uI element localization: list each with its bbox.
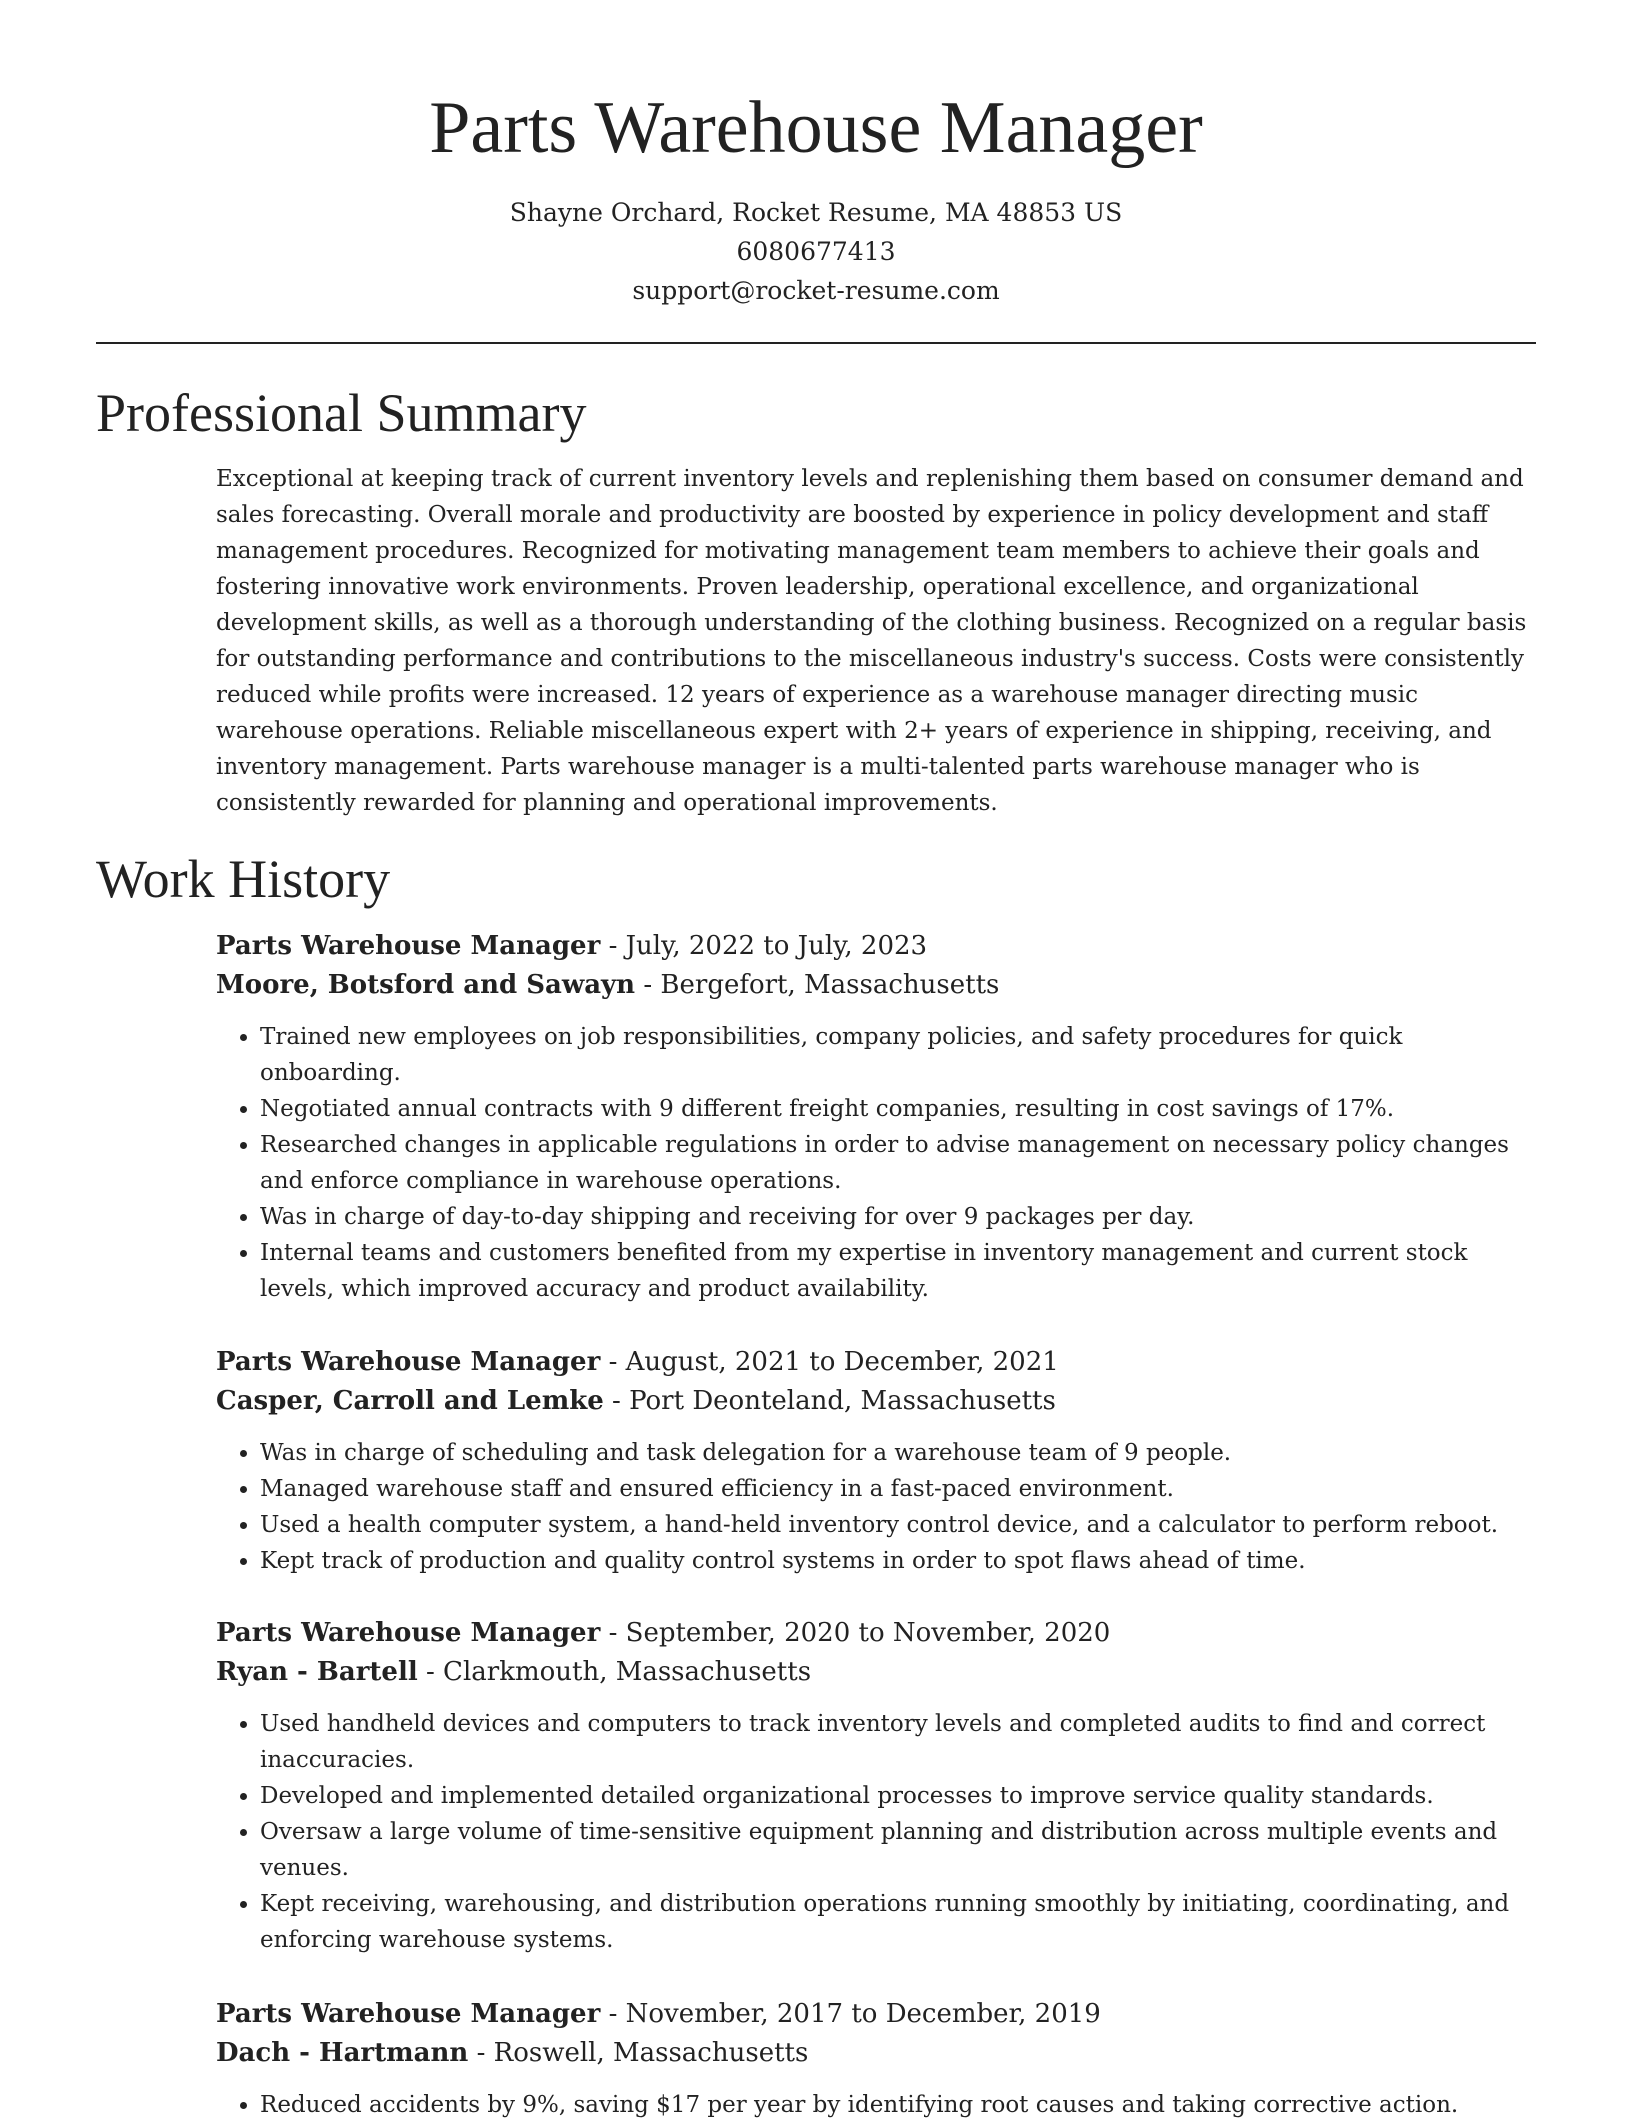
job-bullet: • Used a health computer system, a hand-held inventory control device, and a calculator to perform reboot.: [260, 1507, 1534, 1543]
job-entry: [216, 1995, 1534, 2123]
job-title-line: [216, 1995, 1534, 2034]
job-company-line: [216, 966, 1534, 1005]
job-bullet: • Oversaw a large volume of time-sensitive equipment planning and distribution across multiple events and venues.: [260, 1814, 1534, 1886]
resume-title: Parts Warehouse Manager: [429, 87, 1203, 169]
job-location: - Clarkmouth, Massachusetts: [417, 1657, 812, 1687]
job-company: Dach - Hartmann: [216, 2038, 469, 2068]
job-title: Parts Warehouse Manager: [216, 1347, 601, 1377]
job-dates: - September, 2020 to November, 2020: [600, 1618, 1111, 1648]
job-company-line: [216, 1382, 1534, 1421]
job-entry: [216, 927, 1534, 1307]
job-entry: [216, 1343, 1534, 1579]
job-location: - Roswell, Massachusetts: [468, 2038, 809, 2068]
job-bullets: [216, 1019, 1534, 1307]
job-bullet: • Researched changes in applicable regulations in order to advise management on necessary policy changes and enforce compliance in warehouse operations.: [260, 1127, 1534, 1199]
resume-header: [0, 0, 1632, 310]
header-divider: [96, 342, 1536, 344]
job-company: Moore, Botsford and Sawayn: [216, 970, 636, 1000]
job-bullet: • Reduced accidents by 9%, saving $17 per year by identifying root causes and taking corrective action.: [260, 2087, 1534, 2123]
job-location: - Bergefort, Massachusetts: [635, 970, 1000, 1000]
job-bullet: • Kept receiving, warehousing, and distribution operations running smoothly by initiating, coordinating, and enforcing warehouse systems.: [260, 1886, 1534, 1958]
job-bullet: • Was in charge of day-to-day shipping and receiving for over 9 packages per day.: [260, 1199, 1534, 1235]
contact-phone: 6080677413: [736, 237, 896, 267]
job-dates: - July, 2022 to July, 2023: [600, 931, 928, 961]
job-title-line: [216, 927, 1534, 966]
job-title: Parts Warehouse Manager: [216, 1618, 601, 1648]
job-bullet: • Trained new employees on job responsibilities, company policies, and safety procedures for quick onboarding.: [260, 1019, 1534, 1091]
job-title-line: [216, 1343, 1534, 1382]
job-title: Parts Warehouse Manager: [216, 1999, 601, 2029]
contact-address: Shayne Orchard, Rocket Resume, MA 48853 US: [509, 198, 1123, 228]
job-title-line: [216, 1614, 1534, 1653]
job-bullets: [216, 2087, 1534, 2123]
job-entry: [216, 1614, 1534, 1958]
job-title: Parts Warehouse Manager: [216, 931, 601, 961]
job-bullet: • Internal teams and customers benefited from my expertise in inventory management and current stock levels, which improved accuracy and product availability.: [260, 1235, 1534, 1307]
work-history-heading: Work History: [96, 849, 391, 909]
job-bullet: • Was in charge of scheduling and task delegation for a warehouse team of 9 people.: [260, 1435, 1534, 1471]
job-bullet: • Managed warehouse staff and ensured efficiency in a fast-paced environment.: [260, 1471, 1534, 1507]
job-dates: - August, 2021 to December, 2021: [600, 1347, 1059, 1377]
job-company-line: [216, 1653, 1534, 1692]
job-bullet: • Kept track of production and quality control systems in order to spot flaws ahead of time.: [260, 1543, 1534, 1579]
job-company-line: [216, 2034, 1534, 2073]
job-bullets: [216, 1706, 1534, 1958]
job-company: Casper, Carroll and Lemke: [216, 1386, 604, 1416]
contact-block: [0, 193, 1632, 310]
summary-text: Exceptional at keeping track of current inventory levels and replenishing them based on consumer demand and sales forecasting. Overall morale and productivity are boosted by experience in policy development and staff management procedures. Recognized for motivating management team members to achieve their goals and fostering innovative work environments. Proven leadership, operational excellence, and organizational development skills, as well as a thorough understanding of the clothing business. Recognized on a regular basis for outstanding performance and contributions to the miscellaneous industry's success. Costs were consistently reduced while profits were increased. 12 years of experience as a warehouse manager directing music warehouse operations. Reliable miscellaneous expert with 2+ years of experience in shipping, receiving, and inventory management. Parts warehouse manager is a multi-talented parts warehouse manager who is consistently rewarded for planning and operational improvements.: [216, 466, 1527, 816]
job-location: - Port Deonteland, Massachusetts: [603, 1386, 1056, 1416]
job-bullet: • Used handheld devices and computers to track inventory levels and completed audits to find and correct inaccuracies.: [260, 1706, 1534, 1778]
job-bullet: • Negotiated annual contracts with 9 different freight companies, resulting in cost savings of 17%.: [260, 1091, 1534, 1127]
summary-heading: Professional Summary: [96, 383, 587, 443]
job-dates: - November, 2017 to December, 2019: [600, 1999, 1101, 2029]
job-company: Ryan - Bartell: [216, 1657, 418, 1687]
contact-email: support@rocket-resume.com: [632, 276, 1000, 306]
job-bullets: [216, 1435, 1534, 1579]
job-bullet: • Developed and implemented detailed organizational processes to improve service quality standards.: [260, 1778, 1534, 1814]
